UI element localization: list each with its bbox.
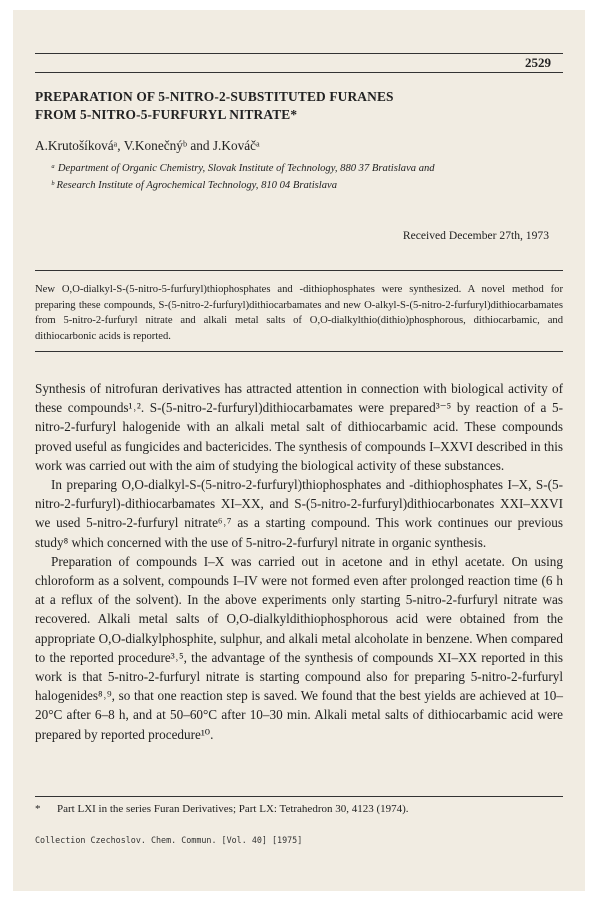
header-rule-lower — [35, 72, 563, 73]
abstract: New O,O-dialkyl-S-(5-nitro-5-furfuryl)thiophosphates and -dithiophosphates were synthesized. A novel method for preparing these compounds, S-(5-nitro-2-furfuryl)dithiocarbamates and new O-alkyl-S-(5-nitro-2-furfuryl)dithiocarbamates from 5-nitro-2-furfuryl nitrate and alkali metal salts of O,O-dialkylthio(dithio)phosphorous, dithiocarbamic, and dithiocarbonic acids is reported. — [35, 284, 563, 342]
page-number: 2529 — [525, 55, 551, 70]
paragraph-3: Preparation of compounds I–X was carried out in acetone and in ethyl acetate. On using chloroform as a solvent, compounds I–IV were not formed even after prolonged reaction time (6 h at a reflux of the solvent). In the above experiments only starting 5-nitro-2-furfuryl nitrate was recovered. Alkali metal salts of O,O-dialkyldithiophosphorous acid were obtained from the appropriate O,O-dialkylphosphite, sulphur, and alkali metal alcoholate in benzene. When compared to the reported procedure³˒⁵, the advantage of the synthesis of compounds XI–XX reported in this work is that 5-nitro-2-furfuryl nitrate is starting compound also for preparing 5-nitro-2-furfuryl halogenides⁸˒⁹, so that one reaction step is saved. We found that the best yields are achieved at 10–20°C after 6–8 h, and at 50–60°C after 10–30 min. Alkali metal salts of dithiocarbamic acid were prepared by reported procedure¹⁰. — [35, 553, 563, 742]
authors: A.Krutošíkováᵃ, V.Konečnýᵇ and J.Kováčᵃ — [35, 138, 260, 153]
abstract-rule-bottom — [35, 351, 563, 352]
header-rule — [35, 53, 563, 54]
received-date: Received December 27th, 1973 — [402, 229, 549, 242]
collection-line: Collection Czechoslov. Chem. Commun. [Vol. 40] [1975] — [35, 835, 303, 845]
footnote-rule — [35, 796, 563, 797]
paragraph-2: In preparing O,O-dialkyl-S-(5-nitro-2-furfuryl)thiophosphates and -dithiophosphates I–X, S-(5-nitro-2-furfuryl)-dithiocarbamates XI–XX, and S-(5-nitro-2-furfuryl)dithiocarbonates XXI–XXVI we used 5-nitro-2-furfuryl nitrate⁶˒⁷ as a starting compound. This work continues our previous study⁸ which concerned with the use of 5-nitro-2-furfuryl nitrate in organic synthesis. — [35, 477, 563, 550]
journal-page — [13, 10, 585, 891]
footnote: * Part LXI in the series Furan Derivatives; Part LX: Tetrahedron 30, 4123 (1974). — [35, 803, 409, 815]
article-body — [35, 379, 563, 744]
affiliation-a: ᵃ Department of Organic Chemistry, Slovak Institute of Technology, 880 37 Bratislava and — [51, 163, 435, 174]
abstract-rule-top — [35, 270, 563, 271]
paragraph-1: Synthesis of nitrofuran derivatives has attracted attention in connection with biological activity of these compounds¹˒². S-(5-nitro-2-furfuryl)dithiocarbamates were prepared³⁻⁵ by reaction of a 5-nitro-2-furfuryl halogenide with an alkali metal salt of dithiocarbamic acid. These compounds proved useful as fungicides and bactericides. The synthesis of compounds I–XXVI described in this work was carried out with the aim of studying the biological activity of these substances. — [35, 381, 563, 473]
title-line-2: FROM 5-NITRO-5-FURFURYL NITRATE* — [35, 107, 298, 122]
affiliation-b: ᵇ Research Institute of Agrochemical Technology, 810 04 Bratislava — [51, 180, 337, 191]
article-title — [35, 88, 565, 124]
title-line-1: PREPARATION OF 5-NITRO-2-SUBSTITUTED FURANES — [35, 89, 394, 104]
